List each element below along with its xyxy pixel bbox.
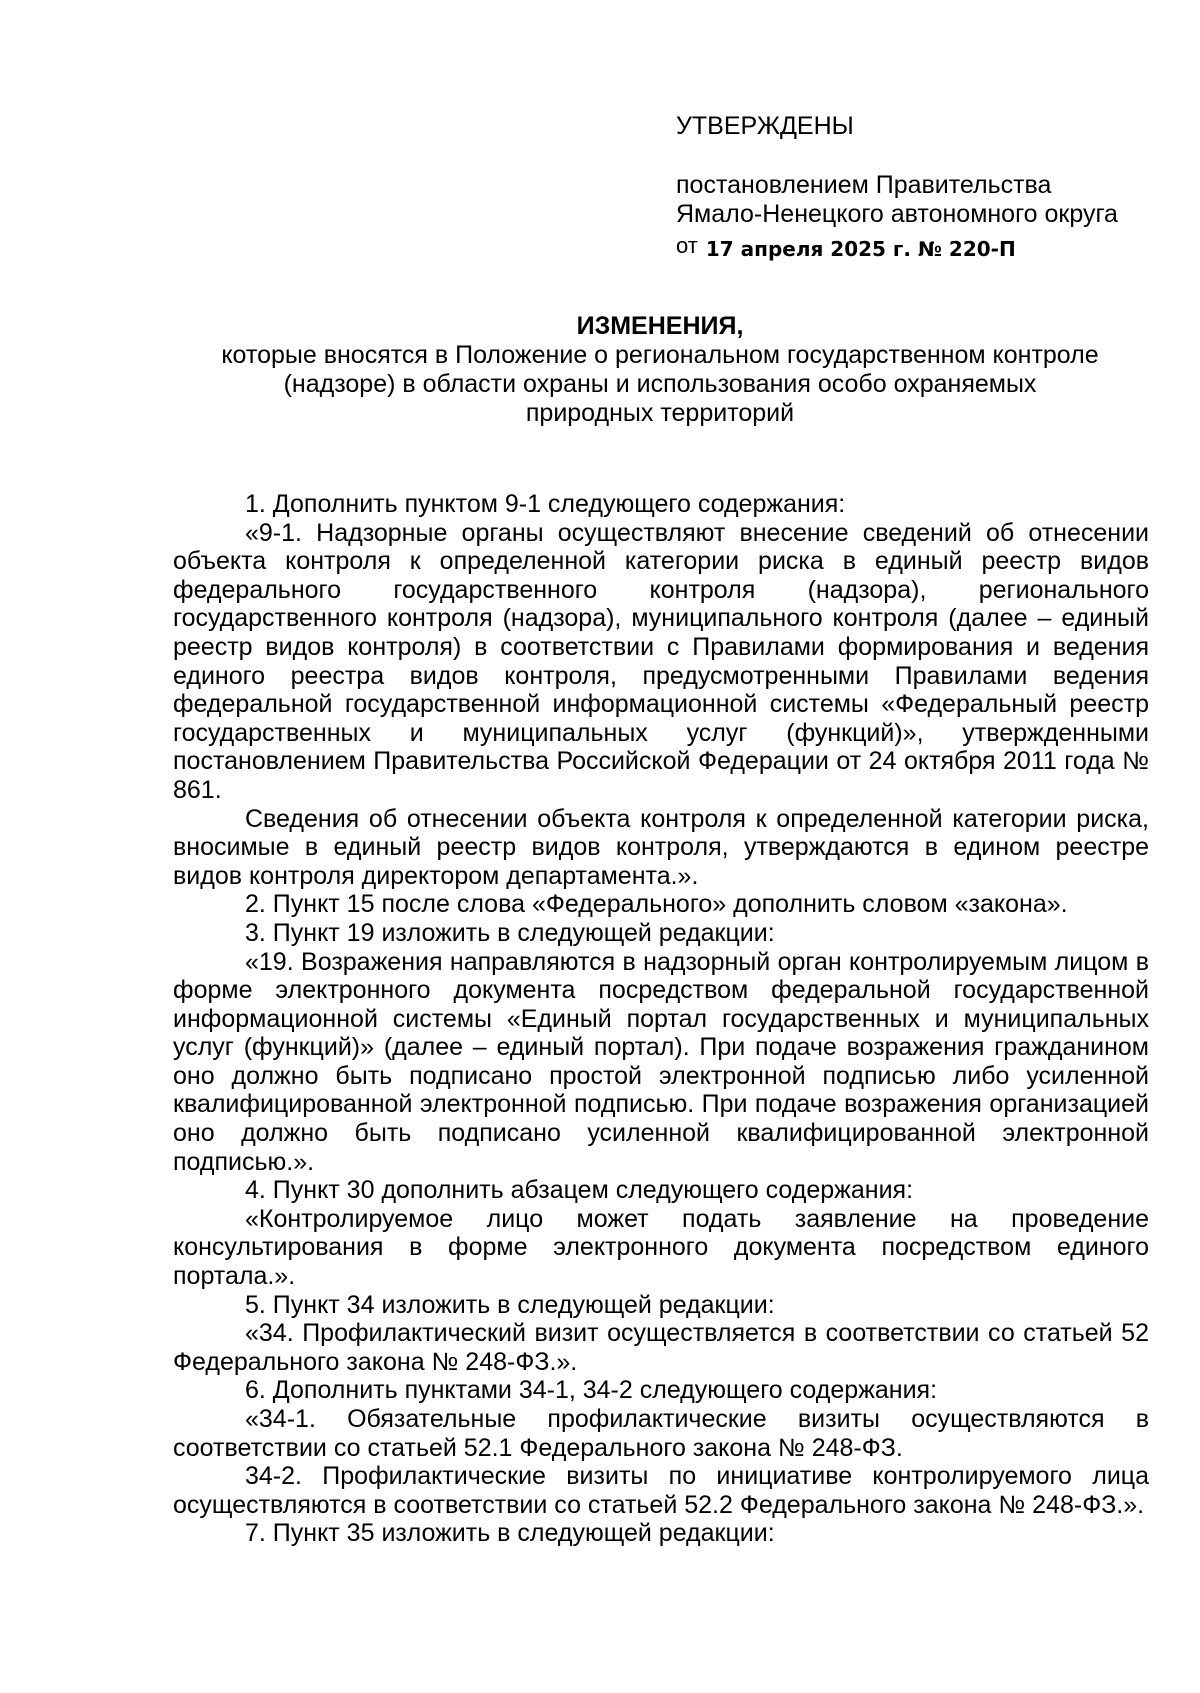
approval-line-2: Ямало-Ненецкого автономного округа	[676, 200, 1118, 228]
paragraph-item-2: 2. Пункт 15 после слова «Федерального» дополнить словом «закона».	[245, 890, 1068, 919]
document-subtitle-line-1: которые вносятся в Положение о региональном государственном контроле	[221, 341, 1099, 369]
paragraph-quote-34-1: «34-1. Обязательные профилактические визиты осуществляются в соответствии со статьей 52.1 Федерального закона № 248-ФЗ.	[173, 1405, 1149, 1462]
paragraph-item-3: 3. Пункт 19 изложить в следующей редакции:	[245, 918, 775, 947]
paragraph-item-7: 7. Пункт 35 изложить в следующей редакции:	[245, 1519, 775, 1548]
approval-date-prefix: от	[676, 233, 698, 258]
document-heading	[170, 312, 1150, 428]
document-subtitle-line-2: (надзоре) в области охраны и использования особо охраняемых	[283, 370, 1037, 398]
paragraph-quote-19: «19. Возражения направляются в надзорный орган контролируемым лицом в форме электронного документа посредством федеральной государственной информационной системы «Единый портал государственных и муниципальных услуг (функций)» (далее – единый портал). При подаче возражения гражданином оно должно быть подписано простой электронной подписью либо усиленной квалифицированной электронной подписью. При подаче возражения организацией оно должно быть подписано усиленной квалифицированной электронной подписью.».	[173, 947, 1149, 1176]
approval-line-1: постановлением Правительства	[676, 171, 1052, 199]
document-title: ИЗМЕНЕНИЯ,	[576, 312, 744, 340]
approval-stamp-title: УТВЕРЖДЕНЫ	[676, 112, 854, 140]
approval-date-value: 17 апреля 2025 г. № 220-П	[705, 237, 1016, 261]
paragraph-item-5: 5. Пункт 34 изложить в следующей редакции:	[245, 1290, 775, 1319]
paragraph-quote-9-1-cont: Сведения об отнесении объекта контроля к определенной категории риска, вносимые в единый реестр видов контроля, утверждаются в едином реестре видов контроля директором департамента.».	[173, 804, 1149, 890]
paragraph-item-4: 4. Пункт 30 дополнить абзацем следующего содержания:	[245, 1176, 914, 1205]
approval-date-line	[676, 231, 1146, 264]
paragraph-item-1: 1. Дополнить пунктом 9-1 следующего содержания:	[245, 490, 846, 518]
paragraph-item-6: 6. Дополнить пунктами 34-1, 34-2 следующего содержания:	[245, 1376, 938, 1405]
paragraph-quote-34-2: 34-2. Профилактические визиты по инициативе контролируемого лица осуществляются в соответствии со статьей 52.2 Федерального закона № 248-ФЗ.».	[173, 1462, 1149, 1519]
paragraph-quote-30: «Контролируемое лицо может подать заявление на проведение консультирования в форме электронного документа посредством единого портала.».	[173, 1204, 1149, 1291]
document-subtitle-line-3: природных территорий	[525, 399, 795, 427]
paragraph-quote-34: «34. Профилактический визит осуществляется в соответствии со статьей 52 Федерального закона № 248-ФЗ.».	[173, 1319, 1149, 1376]
approval-block	[676, 112, 1146, 264]
paragraph-quote-9-1: «9-1. Надзорные органы осуществляют внесение сведений об отнесении объекта контроля к определенной категории риска в единый реестр видов федерального государственного контроля (надзора), регионального государственного контроля (надзора), муниципального контроля (далее – единый реестр видов контроля) в соответствии с Правилами формирования и ведения единого реестра видов контроля, предусмотренными Правилами ведения федеральной государственной информационной системы «Федеральный реестр государственных и муниципальных услуг (функций)», утвержденными постановлением Правительства Российской Федерации от 24 октября 2011 года № 861.	[173, 518, 1149, 804]
document-body	[173, 490, 1149, 1548]
